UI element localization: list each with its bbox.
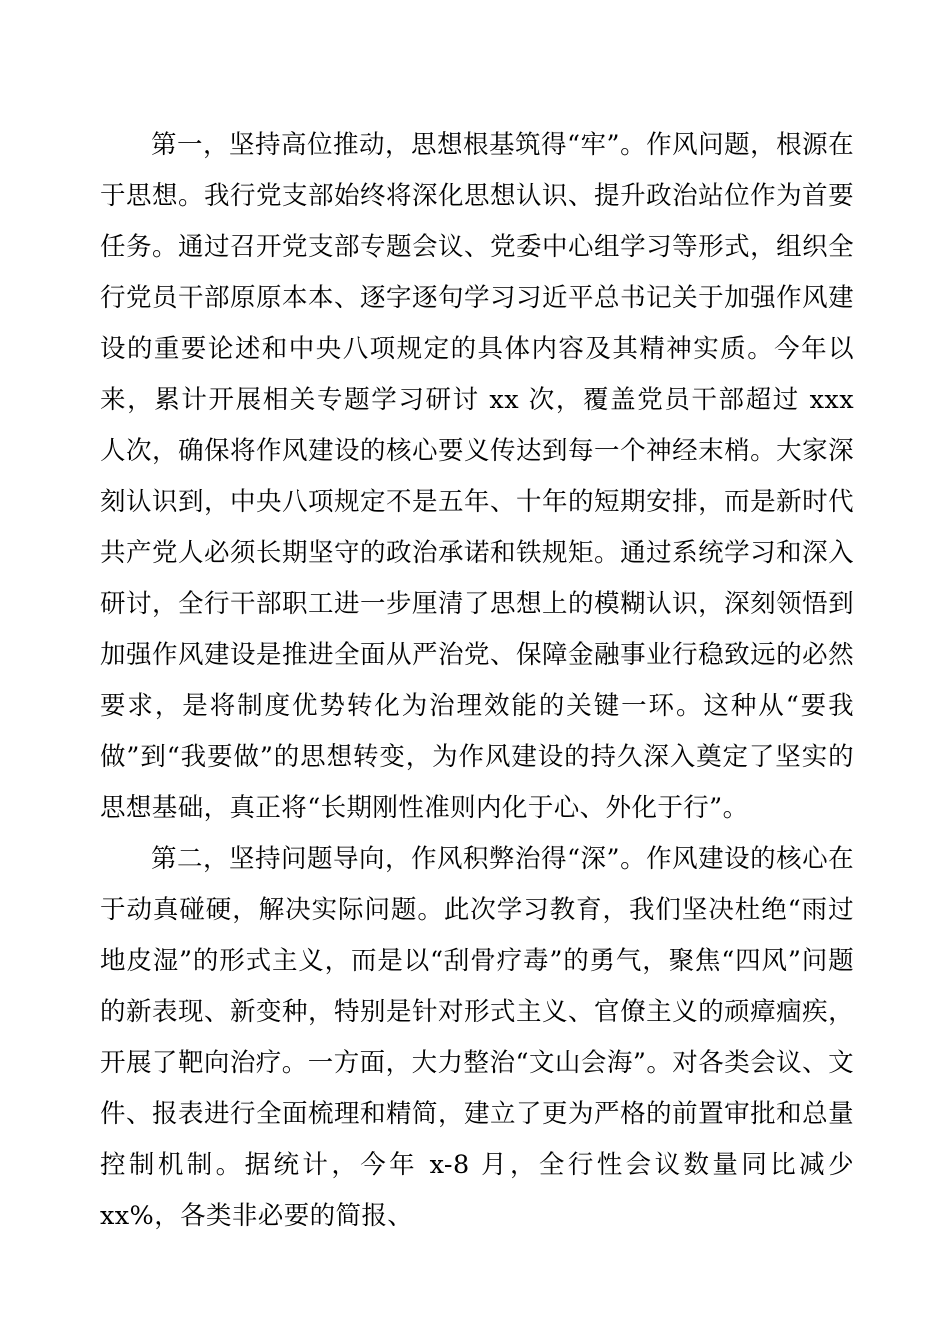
- paragraph-2: 第二，坚持问题导向，作风积弊治得“深”。作风建设的核心在于动真碰硬，解决实际问题。此次学习教育，我们坚决杜绝“雨过地皮湿”的形式主义，而是以“刮骨疗毒”的勇气，聚焦“四风”问题的新表现、新变种，特别是针对形式主义、官僚主义的顽瘴痼疾，开展了靶向治疗。一方面，大力整治“文山会海”。对各类会议、文件、报表进行全面梳理和精简，建立了更为严格的前置审批和总量控制机制。据统计，今年 x-8 月，全行性会议数量同比减少 xx%，各类非必要的简报、: [100, 844, 854, 1231]
- paragraph-1: 第一，坚持高位推动，思想根基筑得“牢”。作风问题，根源在于思想。我行党支部始终将深化思想认识、提升政治站位作为首要任务。通过召开党支部专题会议、党委中心组学习等形式，组织全行党员干部原原本本、逐字逐句学习习近平总书记关于加强作风建设的重要论述和中央八项规定的具体内容及其精神实质。今年以来，累计开展相关专题学习研讨 xx 次，覆盖党员干部超过 xxx 人次，确保将作风建设的核心要义传达到每一个神经末梢。大家深刻认识到，中央八项规定不是五年、十年的短期安排，而是新时代共产党人必须长期坚守的政治承诺和铁规矩。通过系统学习和深入研讨，全行干部职工进一步厘清了思想上的模糊认识，深刻领悟到加强作风建设是推进全面从严治党、保障金融事业行稳致远的必然要求，是将制度优势转化为治理效能的关键一环。这种从“要我做”到“我要做”的思想转变，为作风建设的持久深入奠定了坚实的思想基础，真正将“长期刚性准则内化于心、外化于行”。: [100, 130, 854, 823]
- document-body: [100, 120, 854, 1242]
